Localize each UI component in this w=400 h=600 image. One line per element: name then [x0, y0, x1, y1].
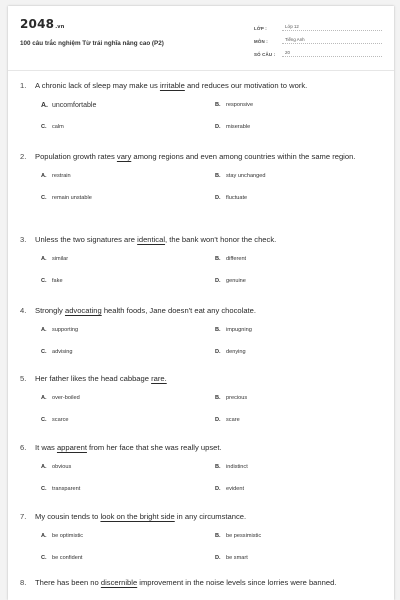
option-b[interactable]	[215, 533, 261, 539]
option-text: similar	[52, 256, 69, 262]
text-before: Population growth rates	[35, 152, 117, 161]
option-letter: C.	[41, 278, 47, 284]
logo-main: 2048	[20, 17, 55, 31]
option-letter: D.	[215, 555, 221, 561]
option-c[interactable]	[41, 486, 80, 492]
question	[20, 306, 386, 370]
meta-key: SỐ CÂU :	[254, 52, 276, 57]
text-after: , the bank won't honor the check.	[165, 235, 277, 244]
option-letter: D.	[215, 486, 221, 492]
text-before: A chronic lack of sleep may make us	[35, 81, 160, 90]
question-text	[35, 81, 386, 91]
option-letter: B.	[215, 327, 221, 333]
option-letter: C.	[41, 417, 47, 423]
site-logo[interactable]	[20, 17, 65, 31]
keyword: rare.	[151, 374, 167, 383]
meta-row-class	[254, 18, 382, 31]
question-number: 3.	[20, 235, 27, 244]
option-text: remain unstable	[52, 195, 92, 201]
keyword: irritable	[159, 81, 185, 90]
option-letter: B.	[215, 102, 221, 108]
option-letter: D.	[215, 349, 221, 355]
question	[20, 235, 386, 299]
answer-options	[20, 392, 386, 438]
option-text: fluctuate	[226, 195, 248, 201]
answer-options	[20, 170, 386, 216]
option-letter: D.	[215, 124, 221, 130]
option-c[interactable]	[41, 555, 82, 561]
worksheet-header	[8, 6, 394, 68]
option-letter: D.	[215, 278, 221, 284]
meta-row-subject	[254, 31, 382, 44]
option-text: genuine	[226, 278, 246, 284]
option-text: scarce	[52, 417, 69, 423]
option-letter: A.	[41, 327, 47, 333]
header-divider	[8, 70, 394, 71]
meta-row-count	[254, 44, 382, 57]
option-letter: B.	[215, 256, 221, 262]
option-letter: B.	[215, 464, 221, 470]
question	[20, 512, 386, 576]
answer-options	[20, 99, 386, 145]
option-text: be confident	[52, 555, 83, 561]
keyword: identical	[137, 235, 166, 244]
answer-options	[20, 253, 386, 299]
question-text	[35, 235, 386, 245]
option-d[interactable]	[215, 555, 248, 561]
answer-options	[20, 461, 386, 507]
option-letter: C.	[41, 124, 47, 130]
option-text: be optimistic	[52, 533, 84, 539]
option-letter: B.	[215, 173, 221, 179]
option-letter: B.	[215, 533, 221, 539]
logo-suffix: .vn	[55, 24, 65, 30]
question-number: 8.	[20, 578, 27, 587]
option-d[interactable]	[215, 417, 240, 423]
option-c[interactable]	[41, 124, 64, 130]
option-letter: B.	[215, 395, 221, 401]
text-before: Strongly	[35, 306, 65, 315]
option-b[interactable]	[215, 327, 252, 333]
option-text: indistinct	[226, 464, 248, 470]
option-letter: C.	[41, 555, 47, 561]
text-before: It was	[35, 443, 57, 452]
option-text: restrain	[52, 173, 71, 179]
text-before: Unless the two signatures are	[35, 235, 138, 244]
question-text	[35, 512, 386, 522]
question-number: 5.	[20, 374, 27, 383]
question-stem	[20, 374, 386, 384]
option-letter: D.	[215, 195, 221, 201]
option-letter: A.	[41, 464, 47, 470]
option-letter: D.	[215, 417, 221, 423]
keyword: apparent	[56, 443, 87, 452]
question-stem	[20, 512, 386, 522]
option-letter: C.	[41, 486, 47, 492]
text-after: from her face that she was really upset.	[86, 443, 222, 452]
option-c[interactable]	[41, 417, 68, 423]
option-a[interactable]	[41, 327, 78, 333]
meta-value: Tiếng Anh	[282, 37, 382, 44]
question	[20, 81, 386, 145]
option-text: different	[226, 256, 247, 262]
question-stem	[20, 235, 386, 245]
option-b[interactable]	[215, 102, 253, 108]
option-text: obvious	[52, 464, 72, 470]
meta-value: 20	[282, 50, 382, 57]
question-number: 6.	[20, 443, 27, 452]
worksheet-page	[8, 6, 394, 600]
question-stem	[20, 443, 386, 453]
question-text	[35, 578, 386, 588]
keyword: discernible	[100, 578, 138, 587]
option-letter: A.	[41, 173, 47, 179]
option-text: be smart	[226, 555, 248, 561]
option-text: uncomfortable	[52, 102, 97, 109]
option-text: miserable	[226, 124, 251, 130]
question-text	[35, 374, 386, 384]
question	[20, 443, 386, 507]
option-b[interactable]	[215, 395, 247, 401]
option-a[interactable]	[41, 464, 71, 470]
option-letter: A.	[41, 102, 48, 109]
option-d[interactable]	[215, 278, 246, 284]
document-title: 100 câu trắc nghiệm Từ trái nghĩa nâng cao (P2)	[20, 40, 164, 47]
meta-value: Lớp 12	[282, 24, 382, 31]
option-d[interactable]	[215, 195, 247, 201]
option-text: denying	[226, 349, 246, 355]
option-text: advising	[52, 349, 73, 355]
answer-options	[20, 324, 386, 370]
meta-key: MÔN :	[254, 39, 268, 44]
keyword: advocating	[64, 306, 102, 315]
question-text	[35, 443, 386, 453]
option-text: over-boiled	[52, 395, 80, 401]
question-stem	[20, 578, 386, 588]
question-text	[35, 152, 386, 162]
question-number: 4.	[20, 306, 27, 315]
option-c[interactable]	[41, 278, 63, 284]
option-text: be pessimistic	[226, 533, 262, 539]
question-stem	[20, 81, 386, 91]
question	[20, 578, 386, 588]
question-number: 2.	[20, 152, 27, 161]
option-d[interactable]	[215, 349, 246, 355]
option-text: transparent	[52, 486, 81, 492]
option-letter: A.	[41, 395, 47, 401]
question-stem	[20, 152, 386, 162]
question-number: 1.	[20, 81, 27, 90]
option-a[interactable]	[41, 395, 80, 401]
option-c[interactable]	[41, 195, 92, 201]
option-letter: C.	[41, 349, 47, 355]
text-after: in any circumstance.	[174, 512, 247, 521]
keyword: look on the bright side	[100, 512, 175, 521]
text-before: There has been no	[35, 578, 101, 587]
question-stem	[20, 306, 386, 316]
option-letter: A.	[41, 533, 47, 539]
answer-options	[20, 530, 386, 576]
text-after: and reduces our motivation to work.	[184, 81, 308, 90]
option-c[interactable]	[41, 349, 73, 355]
option-a[interactable]	[41, 173, 71, 179]
option-text: stay unchanged	[226, 173, 266, 179]
option-text: precious	[226, 395, 248, 401]
option-text: responsive	[226, 102, 254, 108]
text-after: improvement in the noise levels since lorries were banned.	[137, 578, 337, 587]
option-text: fake	[52, 278, 63, 284]
question-number: 7.	[20, 512, 27, 521]
option-a[interactable]	[41, 256, 68, 262]
option-text: evident	[226, 486, 245, 492]
text-after: health foods, Jane doesn't eat any chocolate.	[101, 306, 256, 315]
option-a[interactable]	[41, 533, 83, 539]
option-b[interactable]	[215, 173, 266, 179]
option-letter: C.	[41, 195, 47, 201]
meta-key: LỚP :	[254, 26, 267, 31]
question	[20, 152, 386, 216]
meta-info	[254, 18, 382, 57]
text-after: among regions and even among countries within the same region.	[131, 152, 356, 161]
text-before: My cousin tends to	[35, 512, 101, 521]
option-a[interactable]	[41, 102, 96, 109]
option-b[interactable]	[215, 464, 248, 470]
option-text: scare	[226, 417, 240, 423]
option-text: calm	[52, 124, 64, 130]
option-letter: A.	[41, 256, 47, 262]
option-d[interactable]	[215, 486, 244, 492]
text-before: Her father likes the head cabbage	[35, 374, 152, 383]
option-b[interactable]	[215, 256, 246, 262]
question-text	[35, 306, 386, 316]
question	[20, 374, 386, 438]
option-text: supporting	[52, 327, 79, 333]
option-text: impugning	[226, 327, 252, 333]
keyword: vary	[116, 152, 132, 161]
option-d[interactable]	[215, 124, 250, 130]
